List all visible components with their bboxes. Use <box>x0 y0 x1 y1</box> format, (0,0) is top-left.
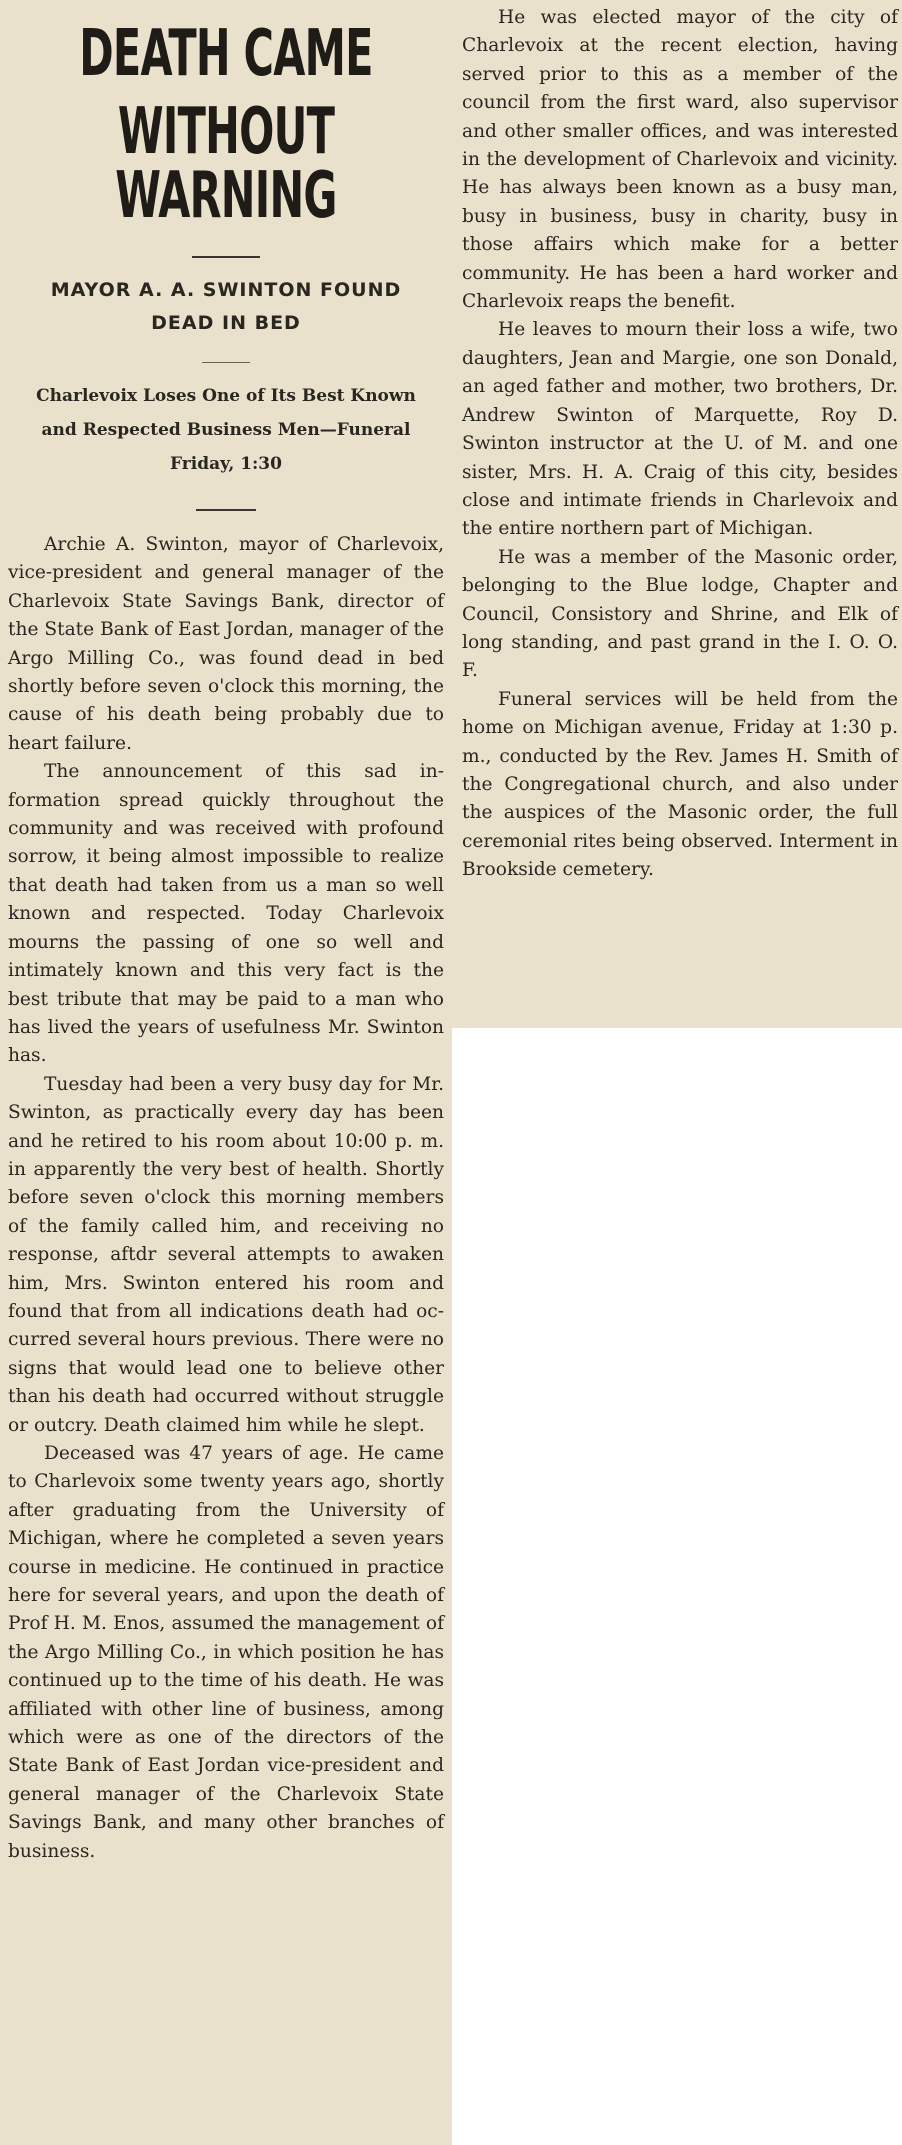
paragraph: Tuesday had been a very busy day for Mr. Swinton, as practically every day has been and he retired to his room about 10:00 p. m. in apparently the very best of health. Shortly before seven o'clock this morning members of the family called him, and receiving no response, aftdr several attempts to awaken him, Mrs. Swinton entered his room and found that from all indications death had occurred several hours previous. There were no signs that would lead one to believe other than his death had occurred without struggle or outcry. Death claimed him while he slept. <box>8 1073 444 1436</box>
paragraph: He leaves to mourn their loss a wife, two daughters, Jean and Margie, one son Donald, an aged father and mother, two brothers, Dr. Andrew Swinton of Marquette, Roy D. Swinton instructor at the U. of M. and one sister, Mrs. H. A. Craig of this city, besides close and intimate friends in Charlevoix and the entire northern part of Michigan. <box>462 319 898 540</box>
paragraph: He was a member of the Masonic order, belonging to the Blue lodge, Chapter and Council, Consistory and Shrine, and Elk of long standing, and past grand in the I. O. O. F. <box>462 546 898 682</box>
divider <box>196 509 256 511</box>
subheadline <box>8 274 444 340</box>
subheadline-line: DEAD IN BED <box>151 312 301 334</box>
article-body-right <box>462 4 898 885</box>
headline-continued: WITHOUT WARNING <box>115 95 337 233</box>
divider <box>202 362 250 363</box>
divider <box>192 256 260 258</box>
right-column <box>452 0 902 1028</box>
paragraph: Funeral services will be held from the home on Michigan avenue, Friday at 1:30 p. m., conducted by the Rev. James H. Smith of the Congregational church, and also under the auspices of the Masonic order, the full ceremonial rites being observed. Interment in Brookside cemetery. <box>462 688 898 881</box>
deck: Charlevoix Loses One of Its Best Known and Respected Business Men—Funeral Friday, 1:30 <box>36 386 416 474</box>
paragraph: Deceased was 47 years of age. He came to Charlevoix some twenty years ago, shortly after graduating from the University of Michigan, where he completed a seven years course in medicine. He continued in practice here for several years, and upon the death of Prof H. M. Enos, assumed the management of the Argo Milling Co., in which position he has continued up to the time of his death. He was affiliated with other line of business, among which were as one of the directors of the State Bank of East Jordan vice-president and general manager of the Charlevoix State Savings Bank, and many other branches of business. <box>8 1443 444 1862</box>
headline: DEATH CAME <box>79 17 373 91</box>
paragraph: Archie A. Swinton, mayor of Charlevoix, vice-president and general manager of the Charlevoix State Savings Bank, director of the State Bank of East Jordan, manager of the Argo Milling Co., was found dead in bed shortly before seven o'clock this morning, the cause of his death being probably due to heart failure. <box>8 534 444 754</box>
paragraph: He was elected mayor of the city of Charlevoix at the recent election, having served prior to this as a member of the council from the first ward, also supervisor and other smaller offices, and was interested in the development of Charlevoix and vicinity. He has always been known as a busy man, busy in business, busy in charity, busy in those affairs which make for a better community. He has been a hard worker and Charlevoix reaps the benefit. <box>462 7 898 313</box>
paragraph: The announcement of this sad information spread quickly throughout the community and was received with profound sorrow, it being almost impossible to realize that death had taken from us a man so well known and respected. Today Charlevoix mourns the passing of one so well and intimately known and this very fact is the best tribute that may be paid to a man who has lived the years of usefulness Mr. Swinton has. <box>8 761 444 1067</box>
article-body-left <box>8 531 444 1866</box>
subheadline-line: MAYOR A. A. SWINTON FOUND <box>50 279 402 301</box>
